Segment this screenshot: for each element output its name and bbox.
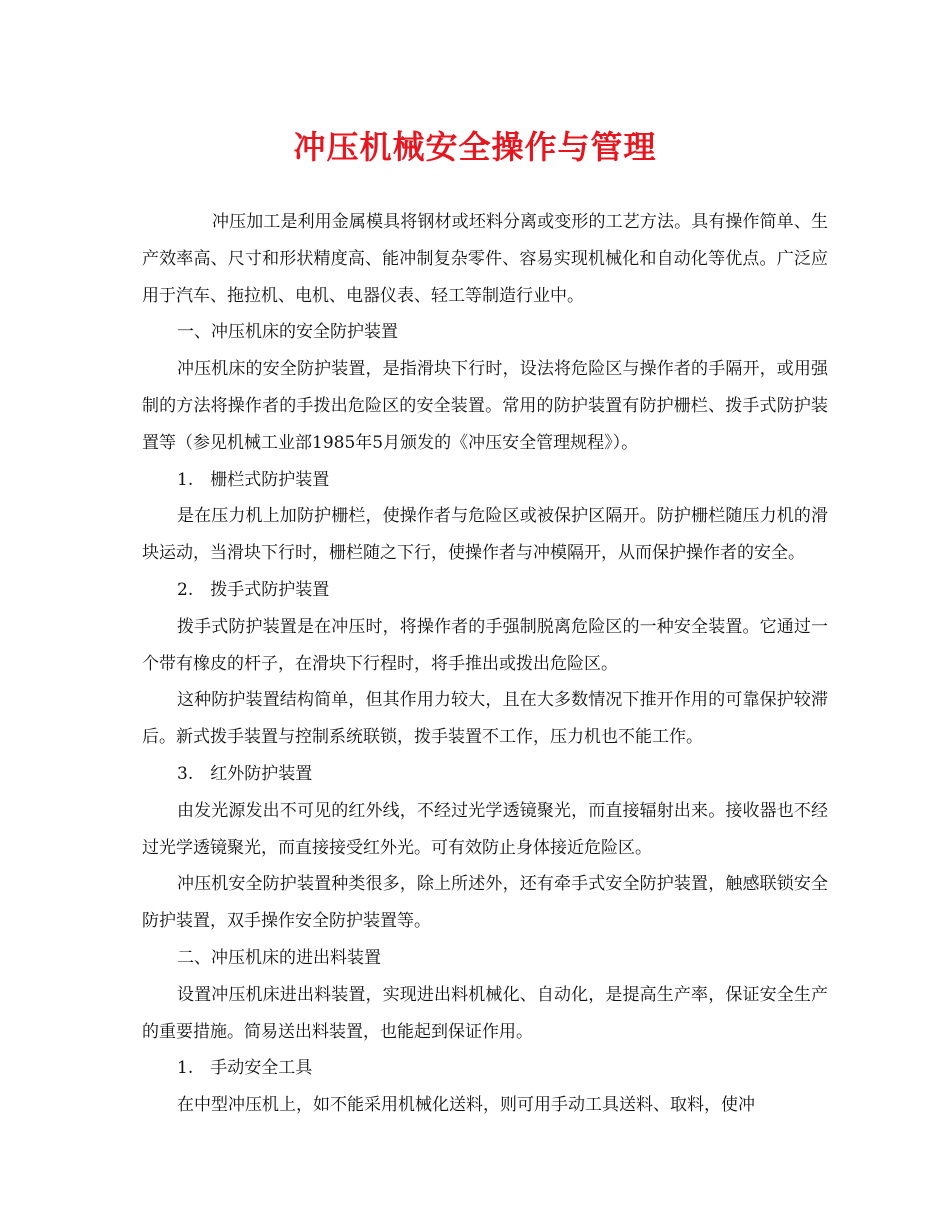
paragraph: 这种防护装置结构简单，但其作用力较大，且在大多数情况下推开作用的可靠保护较滞后。新式拨手装置与控制系统联锁，拨手装置不工作，压力机也不能工作。 xyxy=(142,690,828,748)
subsection-heading-1-3: 3. 红外防护装置 xyxy=(177,763,313,784)
document-title: 冲压机械安全操作与管理 xyxy=(293,128,657,166)
paragraph: 在中型冲压机上，如不能采用机械化送料，则可用手动工具送料、取料，使冲 xyxy=(177,1095,755,1116)
subsection-heading-1-2: 2. 拨手式防护装置 xyxy=(177,579,330,600)
subsection-heading-2-1: 1. 手动安全工具 xyxy=(177,1058,313,1079)
section-heading-2: 二、冲压机床的进出料装置 xyxy=(177,947,381,968)
paragraph: 冲压机床的安全防护装置，是指滑块下行时，设法将危险区与操作者的手隔开，或用强制的方法将操作者的手拨出危险区的安全装置。常用的防护装置有防护栅栏、拨手式防护装置等（参见机械工业部1985年5月颁发的《冲压安全管理规程》）。 xyxy=(142,359,828,453)
document-body xyxy=(142,204,828,1124)
intro-paragraph: 冲压加工是利用金属模具将钢材或坯料分离或变形的工艺方法。具有操作简单、生产效率高、尺寸和形状精度高、能冲制复杂零件、容易实现机械化和自动化等优点。广泛应用于汽车、拖拉机、电机、电器仪表、轻工等制造行业中。 xyxy=(142,212,828,306)
paragraph: 拨手式防护装置是在冲压时，将操作者的手强制脱离危险区的一种安全装置。它通过一个带有橡皮的杆子，在滑块下行程时，将手推出或拨出危险区。 xyxy=(142,616,828,674)
paragraph: 由发光源发出不可见的红外线，不经过光学透镜聚光，而直接辐射出来。接收器也不经过光学透镜聚光，而直接接受红外光。可有效防止身体接近危险区。 xyxy=(142,800,828,858)
subsection-heading-1-1: 1. 栅栏式防护装置 xyxy=(177,469,330,490)
paragraph: 设置冲压机床进出料装置，实现进出料机械化、自动化，是提高生产率，保证安全生产的重要措施。简易送出料装置，也能起到保证作用。 xyxy=(142,984,828,1042)
paragraph: 冲压机安全防护装置种类很多，除上所述外，还有牵手式安全防护装置，触感联锁安全防护装置，双手操作安全防护装置等。 xyxy=(142,874,828,932)
paragraph: 是在压力机上加防护栅栏，使操作者与危险区或被保护区隔开。防护栅栏随压力机的滑块运动，当滑块下行时，栅栏随之下行，使操作者与冲模隔开，从而保护操作者的安全。 xyxy=(142,506,828,564)
section-heading-1: 一、冲压机床的安全防护装置 xyxy=(177,322,398,343)
